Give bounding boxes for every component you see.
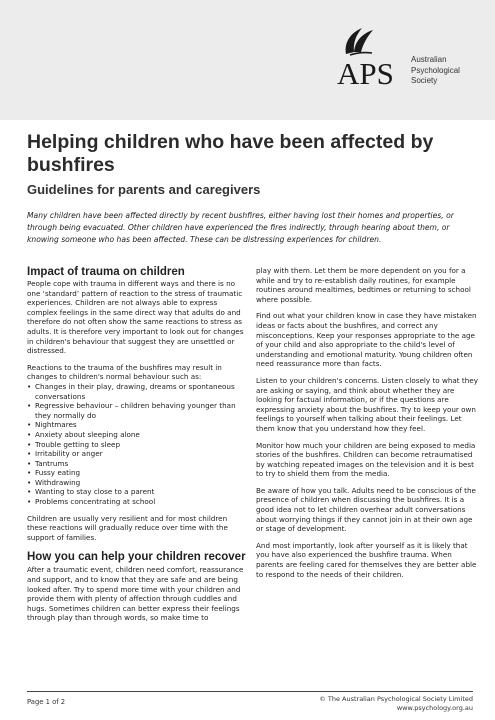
paragraph: And most importantly, look after yourself as it is likely that you have also experienced the bushfire trauma. When parents are feeling cared for themselves they are better able to respond to the needs of their children. bbox=[256, 540, 477, 579]
right-column bbox=[256, 266, 478, 586]
section-heading-help: How you can help your children recover bbox=[27, 551, 246, 564]
reactions-list bbox=[27, 382, 249, 507]
paragraph: Listen to your children's concerns. Listen closely to what they are asking or saying, and think about whether they are looking for factual information, or if the questions are expressing anxiety about the bushfires. Try to keep your own feelings to yourself when talking about their feelings. Let them know that you understand how they feel. bbox=[256, 375, 478, 433]
paragraph: Children are usually very resilient and for most children bbox=[27, 513, 228, 523]
footer-info bbox=[319, 695, 473, 712]
header-band bbox=[0, 0, 495, 120]
list-item: • Changes in their play, drawing, dreams or spontaneous conversations bbox=[27, 382, 249, 401]
list-item: • Problems concentrating at school bbox=[27, 497, 249, 507]
list-item: • Wanting to stay close to a parent bbox=[27, 487, 249, 497]
copyright-text: © The Australian Psychological Society Limited bbox=[319, 695, 473, 703]
paragraph: After a traumatic event, children need comfort, reassurance and support, and to know that they are safe and are being looked after. Try to spend more time with your children and provide them with plenty of affection through cuddles and hugs. Sometimes children can better express their feelings through play than through words, so make time to bbox=[27, 565, 244, 623]
list-item: • Nightmares bbox=[27, 420, 249, 430]
intro-paragraph: Many children have been affected directly by recent bushfires, either having lost their homes and properties, or through being evacuated. Other children have experienced the fires indirectly, through hearing about them, or knowing someone who has been affected. These can be distressing experiences for children. bbox=[27, 211, 454, 244]
document-subtitle: Guidelines for parents and caregivers bbox=[27, 182, 261, 197]
logo-line: Society bbox=[411, 76, 438, 85]
paragraph: Reactions to the trauma of the bushfires may result in changes to children's normal behaviour such as: bbox=[27, 362, 222, 382]
logo-line: Australian bbox=[411, 55, 447, 64]
list-item: • Fussy eating bbox=[27, 468, 249, 478]
paragraph: play with them. Let them be more dependent on you for a while and try to re-establish daily routines, for example routines around mealtimes, bedtimes or returning to school where possible. bbox=[256, 266, 471, 304]
list-item: • Irritability or anger bbox=[27, 449, 249, 459]
document-title: Helping children who have been affected by bushfires bbox=[27, 131, 434, 176]
list-item: • Withdrawing bbox=[27, 478, 249, 488]
paragraph: Be aware of how you talk. Adults need to be conscious of the presence of children when discussing the bushfires. It is a good idea not to let children overhear adult conversations about worrying things if they cannot join in at their own age or stage of development. bbox=[256, 485, 476, 534]
logo-wordmark: APS bbox=[337, 56, 394, 91]
left-column bbox=[27, 266, 249, 630]
paragraph: People cope with trauma in different ways and there is no one ‘standard’ pattern of reaction to the stress of traumatic experiences. Children are not always able to express complex feelings in the same direct way that adults do and therefore do not often show the same reactions to stress as adults. It is therefore very important to look out for changes in children's behaviour that suggest they are unsettled or distressed. bbox=[27, 279, 244, 356]
section-heading-impact: Impact of trauma on children bbox=[27, 266, 185, 278]
leaf-logo-icon bbox=[340, 25, 376, 57]
paragraph: Monitor how much your children are being exposed to media stories of the bushfires. Children can become retraumatised by watching repeated images on the television and it is best to try to shield them from the media. bbox=[256, 440, 476, 479]
list-item: • Tantrums bbox=[27, 459, 249, 469]
logo-society-name bbox=[411, 55, 460, 87]
footer-divider bbox=[27, 691, 473, 692]
list-item: • Anxiety about sleeping alone bbox=[27, 430, 249, 440]
list-item: • Trouble getting to sleep bbox=[27, 440, 249, 450]
logo-line: Psychological bbox=[411, 65, 460, 75]
page-number: Page 1 of 2 bbox=[27, 698, 66, 706]
website-link[interactable]: www.psychology.org.au bbox=[396, 703, 473, 712]
paragraph: these reactions will gradually reduce over time with the support of families. bbox=[27, 523, 228, 542]
paragraph: Find out what your children know in case they have mistaken ideas or facts about the bushfires, and correct any misconceptions. Keep your responses appropriate to the age of your child and also appropriate to the child's level of understanding and emotional maturity. Young children often need reassurance more than facts. bbox=[256, 311, 477, 369]
aps-logo bbox=[337, 25, 477, 95]
list-item: • Regressive behaviour – children behaving younger than they normally do bbox=[27, 401, 249, 420]
